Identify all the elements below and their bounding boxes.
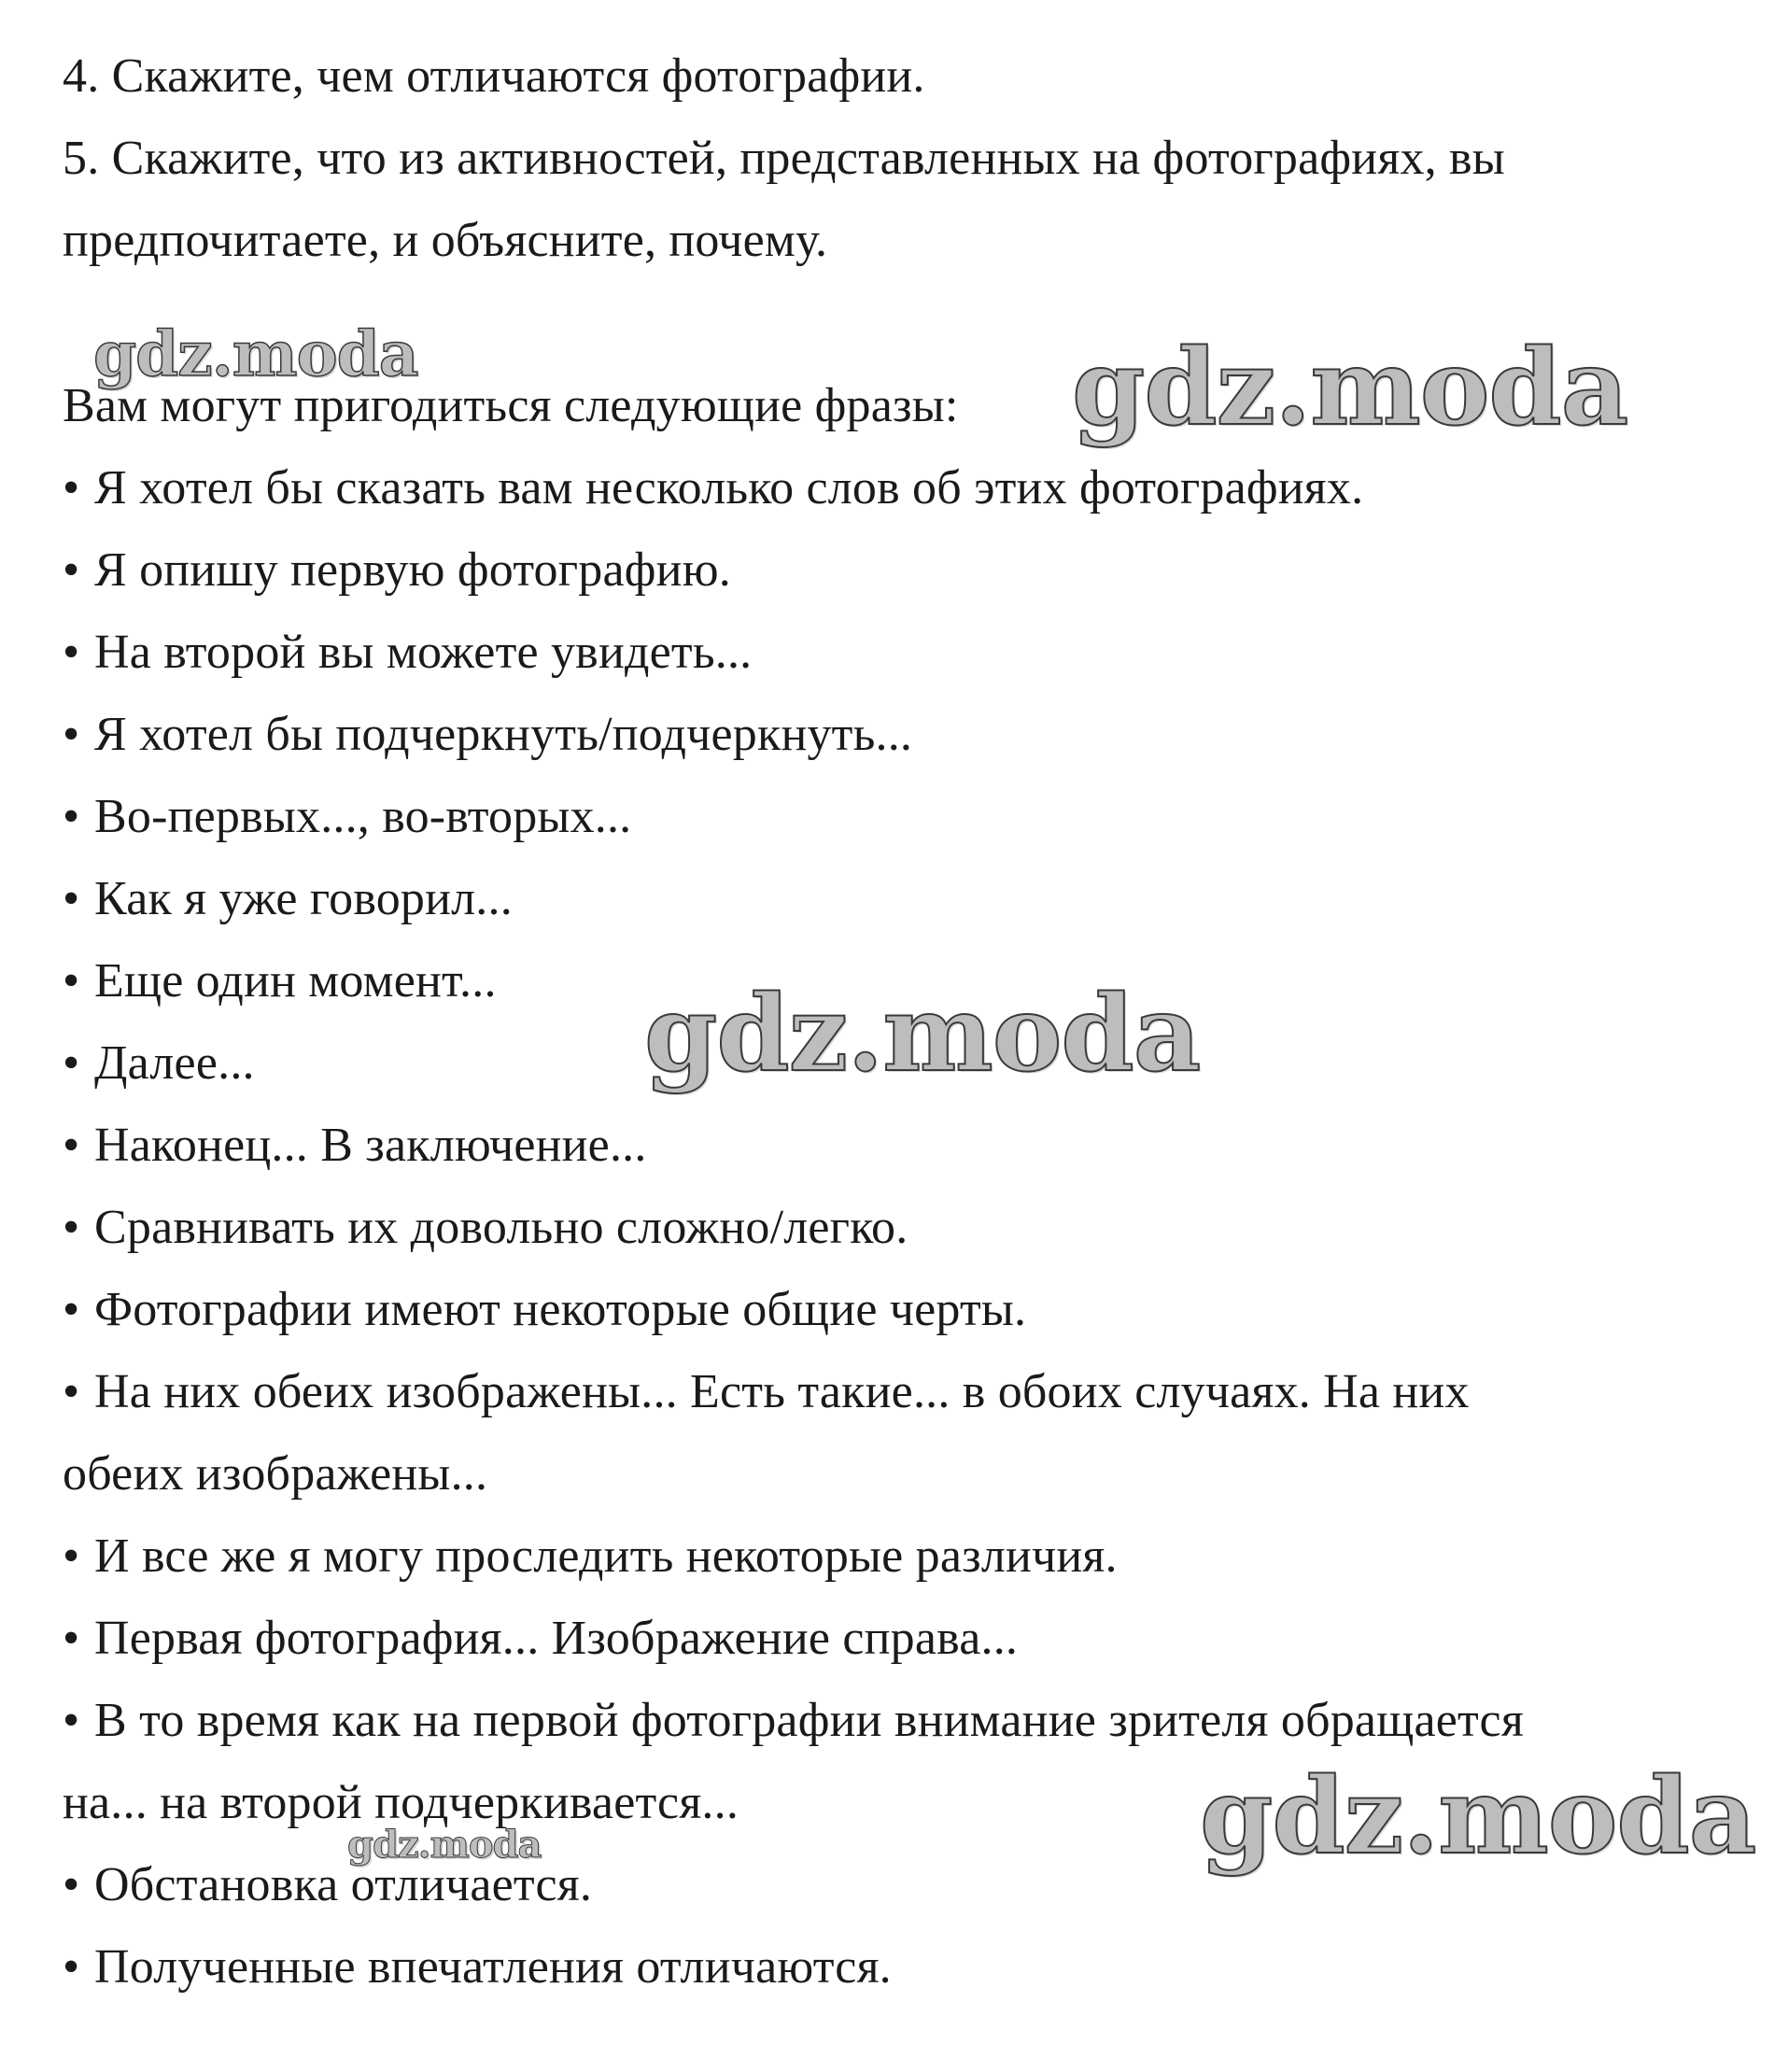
- watermark-logo: gdz.moda: [347, 1823, 542, 1867]
- phrase-item: [63, 1529, 1118, 1585]
- bullet-marker: •: [63, 954, 80, 1008]
- phrase-text: Сравнивать их довольно сложно/легко.: [94, 1201, 908, 1254]
- bullet-marker: •: [63, 461, 80, 514]
- phrase-text: В то время как на первой фотографии внимание зрителя обращается: [94, 1694, 1524, 1747]
- phrase-text: на... на второй подчеркивается...: [63, 1776, 739, 1829]
- task-5-continuation-line: предпочитаете, и объясните, почему.: [63, 214, 828, 267]
- bullet-marker: •: [63, 1612, 80, 1665]
- phrase-text: Как я уже говорил...: [94, 872, 513, 925]
- phrase-text: Я хотел бы подчеркнуть/подчеркнуть...: [94, 708, 913, 761]
- bullet-marker: •: [63, 1036, 80, 1090]
- bullet-marker: •: [63, 790, 80, 843]
- phrase-item: [63, 953, 497, 1009]
- bullet-marker: •: [63, 1283, 80, 1336]
- phrase-item: [63, 1939, 892, 1995]
- phrase-text: Еще один момент...: [94, 954, 497, 1008]
- phrase-item: [63, 1118, 647, 1174]
- phrase-item: [63, 543, 731, 599]
- bullet-marker: •: [63, 1365, 80, 1418]
- bullet-marker: •: [63, 1119, 80, 1172]
- phrase-text: Полученные впечатления отличаются.: [94, 1940, 892, 1994]
- watermark-logo: gdz.moda: [93, 317, 418, 390]
- bullet-marker: •: [63, 1858, 80, 1911]
- phrase-item: [63, 789, 631, 845]
- phrase-text: На них обеих изображены... Есть такие... в обоих случаях. На них: [94, 1365, 1470, 1418]
- phrase-text: Я опишу первую фотографию.: [94, 543, 731, 597]
- phrase-text: обеих изображены...: [63, 1447, 488, 1501]
- bullet-marker: •: [63, 626, 80, 679]
- phrase-text: И все же я могу проследить некоторые различия.: [94, 1529, 1118, 1583]
- phrase-item: [63, 1693, 1524, 1749]
- phrase-item: [63, 871, 513, 927]
- bullet-marker: •: [63, 1201, 80, 1254]
- phrase-text: Во-первых..., во-вторых...: [94, 790, 632, 843]
- bullet-marker: •: [63, 543, 80, 597]
- phrase-text: Я хотел бы сказать вам несколько слов об этих фотографиях.: [94, 461, 1364, 514]
- bullet-marker: •: [63, 708, 80, 761]
- phrase-item: [63, 1364, 1470, 1420]
- phrase-continuation: [63, 1446, 487, 1502]
- phrase-item: [63, 1036, 255, 1092]
- phrase-text: Наконец... В заключение...: [94, 1119, 647, 1172]
- phrase-text: Фотографии имеют некоторые общие черты.: [94, 1283, 1027, 1336]
- watermark-logo: gdz.moda: [1200, 1755, 1756, 1878]
- bullet-marker: •: [63, 1940, 80, 1994]
- phrase-item: [63, 625, 752, 681]
- phrase-item: [63, 707, 912, 763]
- task-5-line: 5. Скажите, что из активностей, представленных на фотографиях, вы: [63, 132, 1505, 185]
- phrase-text: На второй вы можете увидеть...: [94, 626, 753, 679]
- phrase-text: Обстановка отличается.: [94, 1858, 593, 1911]
- task-4-line: 4. Скажите, чем отличаются фотографии.: [63, 49, 925, 103]
- intro-line: Вам могут пригодиться следующие фразы:: [63, 379, 959, 432]
- phrase-item: [63, 460, 1363, 516]
- phrase-item: [63, 1200, 908, 1256]
- phrase-item: [63, 1611, 1018, 1667]
- watermark-logo: gdz.moda: [644, 973, 1201, 1095]
- bullet-marker: •: [63, 1529, 80, 1583]
- bullet-marker: •: [63, 872, 80, 925]
- watermark-logo: gdz.moda: [1072, 327, 1628, 449]
- phrase-text: Первая фотография... Изображение справа...: [94, 1612, 1019, 1665]
- phrase-text: Далее...: [94, 1036, 255, 1090]
- bullet-marker: •: [63, 1694, 80, 1747]
- phrase-item: [63, 1282, 1026, 1338]
